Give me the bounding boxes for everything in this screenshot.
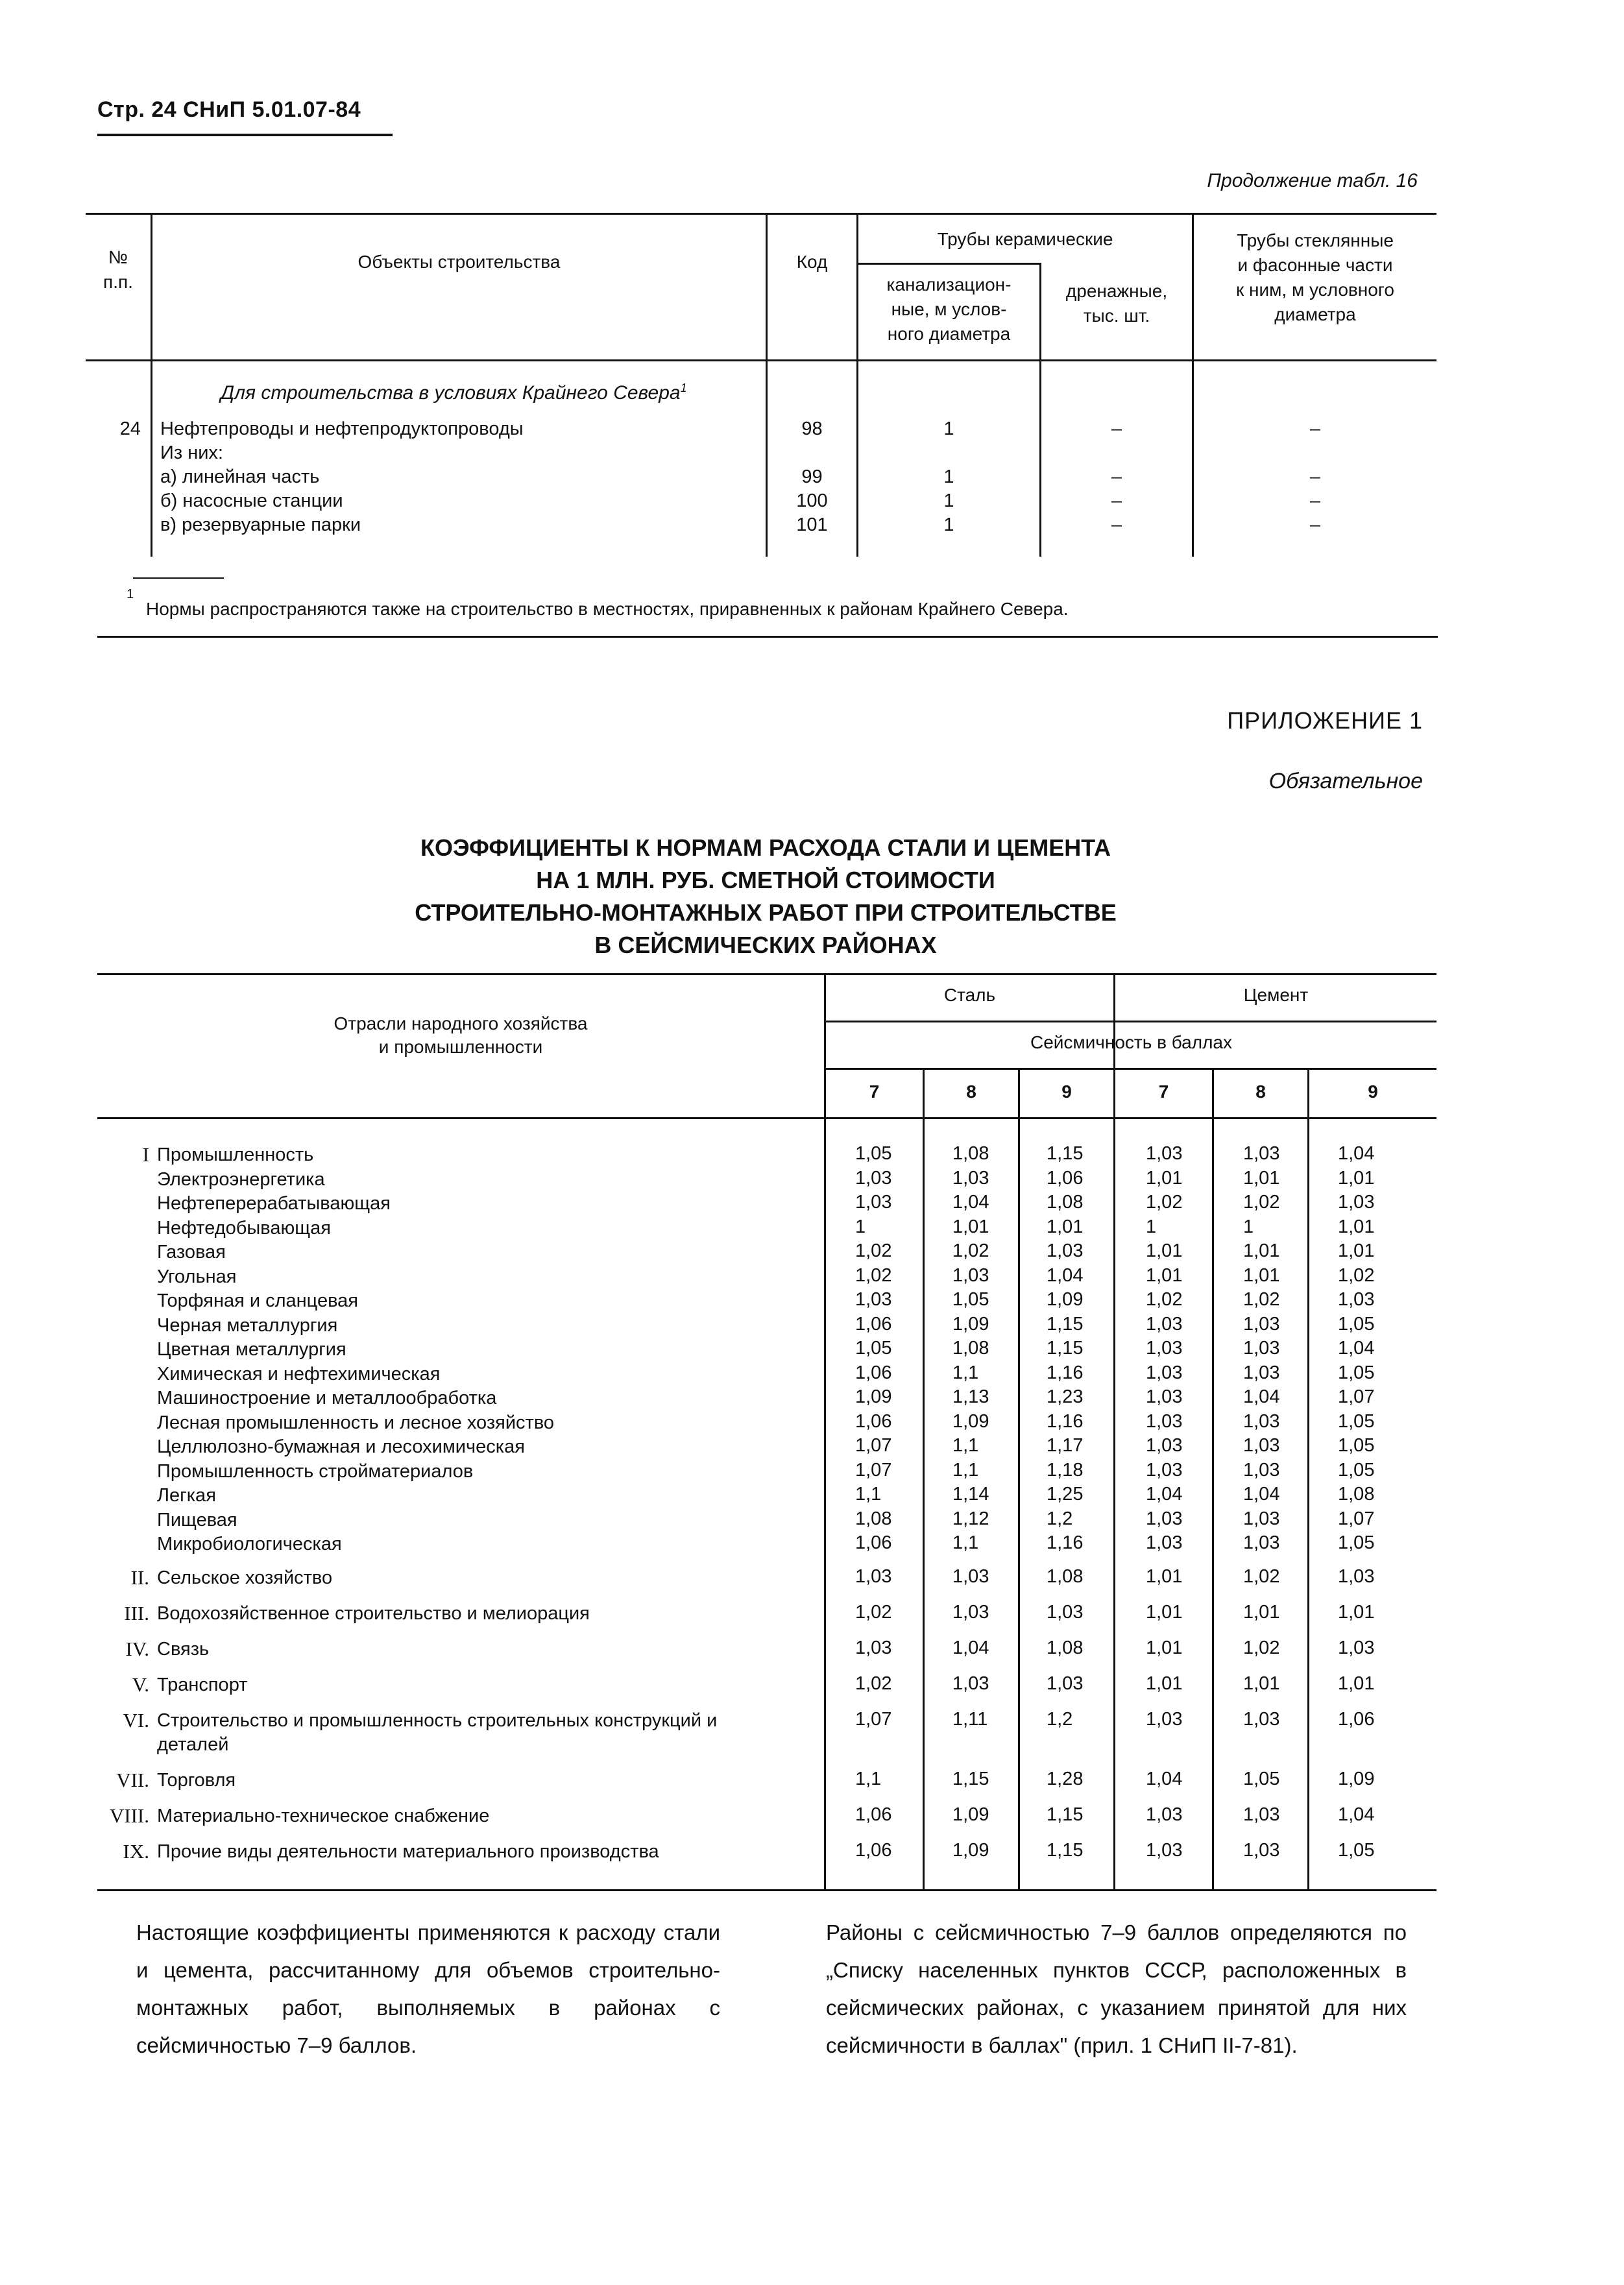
coef-group-steel: Сталь — [943, 985, 996, 1005]
coef-value: 1,04 — [952, 1192, 989, 1213]
coef-col-branch: Отрасли народного хозяйства и промышленности — [333, 1013, 588, 1057]
row-number: I — [142, 1143, 149, 1166]
row-branch-name: Целлюлозно-бумажная и лесохимическая — [157, 1436, 525, 1457]
row-branch-name: Машиностроение и металлообработка — [157, 1388, 497, 1408]
coef-value: 1,02 — [855, 1264, 892, 1286]
coef-value: 1,16 — [1047, 1532, 1084, 1553]
coef-value: 1,03 — [952, 1167, 989, 1189]
coef-value: 1,03 — [952, 1601, 989, 1623]
row-branch-name: Промышленность — [157, 1144, 314, 1165]
table-row — [97, 1708, 1435, 1755]
coef-value: 1,03 — [1047, 1240, 1084, 1261]
coef-value: 1,03 — [1243, 1804, 1280, 1825]
row-branch-name: Газовая — [157, 1242, 226, 1263]
coef-value: 1,04 — [1047, 1264, 1084, 1286]
row-branch-name: Угольная — [157, 1266, 237, 1287]
table-row — [97, 1484, 1435, 1508]
coef-value: 1,07 — [1338, 1386, 1375, 1407]
coef-value: 1,08 — [1047, 1566, 1084, 1587]
coef-value: 1 — [1243, 1216, 1254, 1237]
coef-value: 1,05 — [1338, 1362, 1375, 1383]
coef-value: 1,01 — [1243, 1167, 1280, 1189]
coef-grade: 7 — [869, 1082, 880, 1102]
appendix-status: Обязательное — [1268, 769, 1423, 793]
table-row — [97, 1168, 1435, 1192]
row-branch-name: Химическая и нефтехимическая — [157, 1363, 441, 1384]
coef-value: 1,03 — [1146, 1338, 1183, 1359]
t16-col-objects: Объекты строительства — [358, 252, 561, 272]
coef-value: 1,09 — [952, 1313, 989, 1335]
coef-value: 1,16 — [1047, 1410, 1084, 1432]
appendix-label: ПРИЛОЖЕНИЕ 1 — [1227, 707, 1423, 734]
row-branch-name: Транспорт — [157, 1674, 248, 1695]
coef-value: 1,03 — [1243, 1313, 1280, 1335]
coef-value: 1,03 — [855, 1192, 892, 1213]
coef-value: 1,03 — [1146, 1839, 1183, 1861]
coef-value: 1,03 — [1243, 1410, 1280, 1432]
coef-group-cement: Цемент — [1243, 985, 1309, 1005]
coef-value: 1,04 — [952, 1637, 989, 1658]
coef-value: 1,11 — [952, 1708, 988, 1730]
coef-value: 1,03 — [1243, 1532, 1280, 1553]
table-row — [97, 1602, 1435, 1626]
coef-value: 1,03 — [1146, 1435, 1183, 1456]
coef-value: 1,03 — [1243, 1708, 1280, 1730]
row-branch-name: Легкая — [157, 1485, 216, 1506]
coef-value: 1,03 — [855, 1566, 892, 1587]
coef-value: 1,1 — [952, 1435, 979, 1456]
coef-value: 1,03 — [1146, 1508, 1183, 1529]
coef-value: 1,08 — [1338, 1484, 1375, 1505]
table-row — [97, 1265, 1435, 1290]
coef-value: 1,01 — [1243, 1673, 1280, 1694]
coef-value: 1,05 — [1338, 1435, 1375, 1456]
coef-value: 1,28 — [1047, 1768, 1084, 1789]
coef-value: 1,07 — [1338, 1508, 1375, 1529]
row-branch-name: Связь — [157, 1638, 210, 1660]
coef-value: 1,03 — [1146, 1459, 1183, 1481]
footnote-text: Нормы распространяются также на строительство в местностях, приравненных к районам Крайнего Севера. — [146, 599, 1069, 619]
coef-value: 1,03 — [1047, 1601, 1084, 1623]
coef-value: 1,1 — [855, 1484, 882, 1505]
coef-value: 1 — [855, 1216, 866, 1237]
coef-value: 1,1 — [952, 1532, 979, 1553]
table-row — [97, 1143, 1435, 1168]
coef-value: 1,23 — [1047, 1386, 1084, 1407]
row-number: V. — [132, 1673, 149, 1696]
coef-value: 1,01 — [1146, 1637, 1183, 1658]
coef-value: 1,2 — [1047, 1508, 1073, 1529]
coef-value: 1,06 — [1338, 1708, 1375, 1730]
coef-value: 1,05 — [1338, 1532, 1375, 1553]
row-branch-name: Нефтедобывающая — [157, 1217, 331, 1239]
coef-value: 1,01 — [1243, 1601, 1280, 1623]
coef-value: 1,15 — [1047, 1143, 1084, 1164]
table-row — [97, 1840, 1435, 1865]
appendix-title: КОЭФФИЦИЕНТЫ К НОРМАМ РАСХОДА СТАЛИ И ЦЕМЕНТА НА 1 МЛН. РУБ. СМЕТНОЙ СТОИМОСТИ СТРОИТЕЛЬНО-МОНТАЖНЫХ РАБОТ ПРИ СТРОИТЕЛЬСТВЕ В СЕЙСМИЧЕСКИХ РАЙОНАХ — [415, 834, 1117, 958]
coef-value: 1,01 — [1146, 1240, 1183, 1261]
coef-value: 1,03 — [1243, 1143, 1280, 1164]
coef-value: 1,03 — [1146, 1313, 1183, 1335]
row-number: VIII. — [109, 1804, 149, 1827]
coef-value: 1,02 — [1146, 1289, 1183, 1310]
coef-value: 1,01 — [1146, 1673, 1183, 1694]
coef-value: 1,09 — [952, 1804, 989, 1825]
row-branch-name: Черная металлургия — [157, 1314, 338, 1336]
coef-value: 1,14 — [952, 1484, 989, 1505]
coef-value: 1,03 — [1047, 1673, 1084, 1694]
row-number: II. — [130, 1566, 149, 1589]
footnote-mark: 1 — [127, 587, 134, 601]
coef-value: 1,01 — [1146, 1264, 1183, 1286]
table-row — [97, 1508, 1435, 1533]
row-branch-name: Сельское хозяйство — [157, 1567, 333, 1588]
coef-value: 1,08 — [855, 1508, 892, 1529]
coef-value: 1,09 — [1047, 1289, 1084, 1310]
coef-value: 1,06 — [855, 1410, 892, 1432]
coef-value: 1,03 — [1243, 1459, 1280, 1481]
table-row — [97, 1411, 1435, 1436]
coef-value: 1,03 — [1338, 1566, 1375, 1587]
coef-value: 1,05 — [1338, 1459, 1375, 1481]
t16-section-title: Для строительства в условиях Крайнего Севера$^1$ — [221, 381, 687, 404]
row-branch-name: Промышленность стройматериалов — [157, 1460, 474, 1482]
coef-value: 1,18 — [1047, 1459, 1084, 1481]
coef-value: 1,07 — [855, 1708, 892, 1730]
coef-value: 1,05 — [1243, 1768, 1280, 1789]
row-branch-name: Торговля — [157, 1769, 236, 1791]
coef-value: 1,09 — [952, 1410, 989, 1432]
coef-value: 1,08 — [952, 1338, 989, 1359]
table-row — [97, 1804, 1435, 1829]
coef-value: 1,01 — [1338, 1240, 1375, 1261]
coef-value: 1,03 — [1146, 1532, 1183, 1553]
coef-value: 1,13 — [952, 1386, 989, 1407]
coef-value: 1,01 — [1146, 1167, 1183, 1189]
coef-value: 1 — [1146, 1216, 1157, 1237]
coef-value: 1,05 — [1338, 1313, 1375, 1335]
t16-col-num: № п.п. — [103, 247, 133, 292]
row-number: IV. — [125, 1637, 149, 1660]
coef-value: 1,15 — [1047, 1804, 1084, 1825]
note-right: Районы с сейсмичностью 7–9 баллов определяются по „Списку населенных пунктов СССР, расположенных в сейсмических районах, с указанием принятой для них сейсмичности в баллах" (прил. 1 СНиП II-7-81). — [826, 1920, 1407, 2057]
row-number: IX. — [123, 1839, 149, 1863]
coef-grade: 9 — [1061, 1082, 1072, 1102]
table-row — [97, 1769, 1435, 1793]
coef-value: 1,02 — [1243, 1192, 1280, 1213]
coef-grade: 8 — [1255, 1082, 1266, 1102]
table-row — [97, 1532, 1435, 1557]
coef-value: 1,05 — [855, 1338, 892, 1359]
coef-value: 1,03 — [1338, 1289, 1375, 1310]
coef-value: 1,03 — [1146, 1386, 1183, 1407]
coef-value: 1,01 — [1338, 1673, 1375, 1694]
coef-value: 1,03 — [1338, 1637, 1375, 1658]
coef-value: 1,01 — [1146, 1566, 1183, 1587]
coef-value: 1,03 — [855, 1637, 892, 1658]
coef-value: 1,1 — [855, 1768, 882, 1789]
coef-value: 1,16 — [1047, 1362, 1084, 1383]
t16-col-glass: Трубы стеклянные и фасонные части к ним, м условного диаметра — [1236, 230, 1394, 324]
coef-value: 1,06 — [855, 1362, 892, 1383]
coef-value: 1,03 — [1338, 1192, 1375, 1213]
coef-value: 1,08 — [1047, 1637, 1084, 1658]
table-row — [97, 1460, 1435, 1484]
coef-value: 1,1 — [952, 1459, 979, 1481]
table-row — [97, 1566, 1435, 1591]
note-left: Настоящие коэффициенты применяются к расходу стали и цемента, рассчитанному для объемов строительно-монтажных работ, выполняемых в районах с сейсмичностью 7–9 баллов. — [136, 1920, 720, 2057]
coef-value: 1,02 — [1243, 1289, 1280, 1310]
coef-value: 1,01 — [1047, 1216, 1084, 1237]
coef-value: 1,04 — [1146, 1768, 1183, 1789]
coef-value: 1,08 — [1047, 1192, 1084, 1213]
coef-seismic-label: Сейсмичность в баллах — [1030, 1032, 1232, 1052]
row-branch-name: Нефтеперерабатывающая — [157, 1193, 391, 1214]
coef-value: 1,25 — [1047, 1484, 1084, 1505]
row-branch-name: Электроэнергетика — [157, 1168, 325, 1190]
coef-value: 1,1 — [952, 1362, 979, 1383]
row-branch-name: Микробиологическая — [157, 1534, 342, 1554]
coef-value: 1,03 — [952, 1566, 989, 1587]
row-branch-name: Цветная металлургия — [157, 1339, 346, 1360]
coef-value: 1,2 — [1047, 1708, 1073, 1730]
row-number: III. — [124, 1601, 149, 1625]
coef-value: 1,01 — [1338, 1216, 1375, 1237]
table-row — [97, 1338, 1435, 1362]
coef-value: 1,04 — [1338, 1804, 1375, 1825]
coef-value: 1,09 — [952, 1839, 989, 1861]
coef-value: 1,03 — [1146, 1708, 1183, 1730]
coef-value: 1,12 — [952, 1508, 989, 1529]
coef-value: 1,03 — [1243, 1338, 1280, 1359]
coef-value: 1,06 — [1047, 1167, 1084, 1189]
row-number: VI. — [123, 1708, 149, 1732]
t16-col-sewer: канализацион- ные, м услов- ного диаметра — [886, 274, 1012, 344]
row-number: VII. — [116, 1768, 149, 1791]
coef-value: 1,05 — [952, 1289, 989, 1310]
table-row — [97, 1435, 1435, 1460]
row-branch-name: Лесная промышленность и лесное хозяйство — [157, 1412, 555, 1433]
coef-value: 1,03 — [952, 1264, 989, 1286]
coef-value: 1,05 — [1338, 1410, 1375, 1432]
row-branch-name: Пищевая — [157, 1509, 237, 1530]
coef-value: 1,03 — [855, 1289, 892, 1310]
coef-value: 1,03 — [1146, 1143, 1183, 1164]
coef-value: 1,01 — [1146, 1601, 1183, 1623]
table-row — [97, 1386, 1435, 1411]
coef-value: 1,01 — [952, 1216, 989, 1237]
table-row — [97, 1192, 1435, 1216]
coef-grade: 7 — [1158, 1082, 1169, 1102]
row-branch-name: Материально-техническое снабжение — [157, 1805, 490, 1826]
coef-value: 1,06 — [855, 1313, 892, 1335]
coef-value: 1,05 — [855, 1143, 892, 1164]
t16-col-drain: дренажные, тыс. шт. — [1065, 281, 1168, 326]
coef-value: 1,01 — [1243, 1240, 1280, 1261]
coef-value: 1,04 — [1146, 1484, 1183, 1505]
page-header: Стр. 24 СНиП 5.01.07-84 — [97, 97, 361, 122]
coef-grade: 9 — [1368, 1082, 1378, 1102]
coef-value: 1,06 — [855, 1839, 892, 1861]
coef-value: 1,03 — [1146, 1804, 1183, 1825]
coef-value: 1,04 — [1338, 1338, 1375, 1359]
coef-value: 1,02 — [1243, 1637, 1280, 1658]
coef-value: 1,17 — [1047, 1435, 1084, 1456]
coef-value: 1,04 — [1338, 1143, 1375, 1164]
coef-value: 1,02 — [1338, 1264, 1375, 1286]
coef-value: 1,06 — [855, 1532, 892, 1553]
coef-value: 1,03 — [952, 1673, 989, 1694]
coef-value: 1,07 — [855, 1459, 892, 1481]
coef-value: 1,05 — [1338, 1839, 1375, 1861]
row-branch-name: Торфяная и сланцевая — [157, 1290, 358, 1311]
coef-value: 1,04 — [1243, 1484, 1280, 1505]
coef-value: 1,01 — [1338, 1601, 1375, 1623]
coef-value: 1,01 — [1338, 1167, 1375, 1189]
table-row — [97, 1240, 1435, 1265]
coef-value: 1,15 — [1047, 1338, 1084, 1359]
coef-value: 1,03 — [855, 1167, 892, 1189]
row-branch-name: Строительство и промышленность строительных конструкций и деталей — [157, 1710, 718, 1755]
table-row — [97, 1673, 1435, 1698]
table-row — [97, 1314, 1435, 1338]
coef-value: 1,09 — [1338, 1768, 1375, 1789]
coef-value: 1,02 — [855, 1240, 892, 1261]
coef-grade: 8 — [966, 1082, 976, 1102]
coef-value: 1,02 — [855, 1673, 892, 1694]
coef-value: 1,02 — [855, 1601, 892, 1623]
coef-value: 1,03 — [1243, 1435, 1280, 1456]
coef-value: 1,15 — [1047, 1313, 1084, 1335]
coef-value: 1,03 — [1243, 1508, 1280, 1529]
header-underline — [97, 134, 393, 136]
coef-value: 1,03 — [1243, 1839, 1280, 1861]
coef-value: 1,15 — [952, 1768, 989, 1789]
table-row — [97, 1362, 1435, 1387]
coef-value: 1,03 — [1146, 1362, 1183, 1383]
coef-value: 1,01 — [1243, 1264, 1280, 1286]
t16-col-code: Код — [796, 252, 828, 272]
table-continuation-label: Продолжение табл. 16 — [1207, 170, 1418, 191]
table-row — [97, 1216, 1435, 1241]
coef-value: 1,03 — [1243, 1362, 1280, 1383]
coef-value: 1,06 — [855, 1804, 892, 1825]
row-branch-name: Водохозяйственное строительство и мелиорация — [157, 1602, 590, 1624]
coef-value: 1,08 — [952, 1143, 989, 1164]
coef-value: 1,07 — [855, 1435, 892, 1456]
coef-value: 1,02 — [952, 1240, 989, 1261]
table-row — [97, 1289, 1435, 1314]
table-row — [97, 1638, 1435, 1662]
coef-value: 1,02 — [1146, 1192, 1183, 1213]
row-branch-name: Прочие виды деятельности материального производства — [157, 1841, 659, 1862]
coef-value: 1,04 — [1243, 1386, 1280, 1407]
t16-group-ceramic: Трубы керамические — [937, 229, 1113, 249]
coef-value: 1,02 — [1243, 1566, 1280, 1587]
coef-value: 1,03 — [1146, 1410, 1183, 1432]
coef-value: 1,15 — [1047, 1839, 1084, 1861]
coef-value: 1,09 — [855, 1386, 892, 1407]
